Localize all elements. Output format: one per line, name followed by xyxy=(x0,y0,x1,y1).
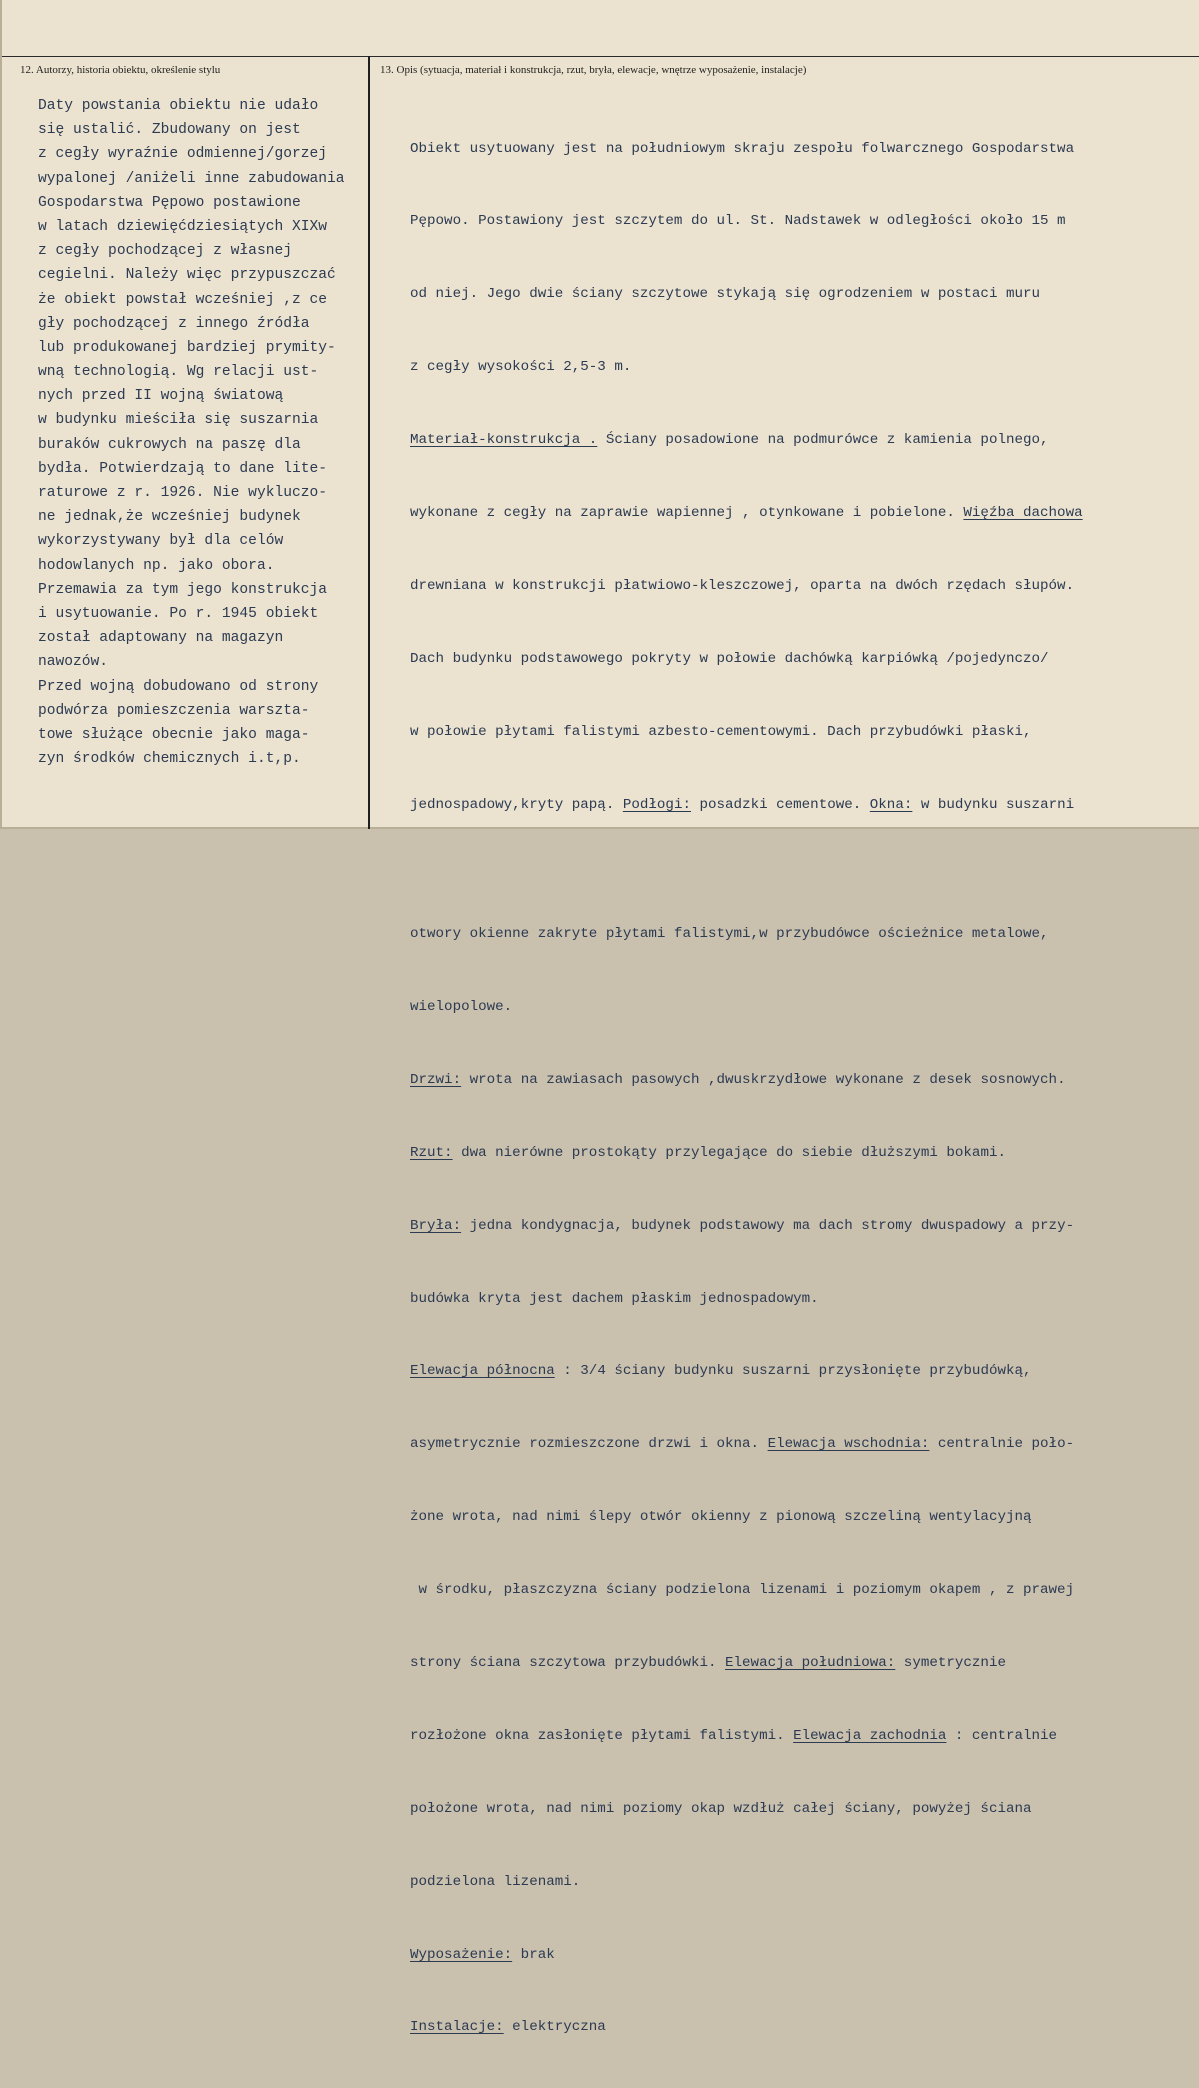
label-massing: Bryła: xyxy=(410,1217,462,1234)
history-line: ne jednak,że wcześniej budynek xyxy=(38,509,301,526)
description-line xyxy=(410,1870,1083,1894)
text-run: rozłożone okna zasłonięte płytami falistymi. xyxy=(410,1727,794,1744)
history-line: gły pochodzącej z innego źródła xyxy=(38,315,310,332)
description-line xyxy=(410,501,1083,525)
history-line: lub produkowanej bardziej prymity- xyxy=(38,339,336,356)
description-line xyxy=(410,1505,1083,1529)
description-line xyxy=(410,647,1083,671)
column-divider xyxy=(368,56,370,829)
description-line xyxy=(410,574,1083,598)
history-line: hodowlanych np. jako obora. xyxy=(38,557,275,574)
label-north-elevation: Elewacja północna xyxy=(410,1363,555,1380)
text-run: Obiekt usytuowany jest na południowym skraju zespołu folwarcznego Gospodarstwa xyxy=(410,140,1075,157)
text-run: wykonane z cegły na zaprawie wapiennej , otynkowane i pobielone. xyxy=(410,505,964,522)
text-run: strony ściana szczytowa przybudówki. xyxy=(410,1655,726,1671)
history-line: Daty powstania obiektu nie udało xyxy=(38,98,319,114)
label-east-elevation: Elewacja wschodnia: xyxy=(767,1436,930,1453)
description-line xyxy=(410,1578,1083,1602)
text-run: Pępowo. Postawiony jest szczytem do ul. St. Nadstawek w odległości około 15 m xyxy=(410,213,1066,230)
text-run: od niej. Jego dwie ściany szczytowe stykają się ogrodzeniem w postaci muru xyxy=(410,286,1041,303)
text-run: z cegły wysokości 2,5-3 m. xyxy=(410,359,632,376)
history-line: w latach dziewięćdziesiątych XIXw xyxy=(38,218,328,235)
label-doors: Drzwi: xyxy=(410,1071,462,1088)
label-plan: Rzut: xyxy=(410,1144,453,1161)
text-run: : centralnie xyxy=(946,1727,1058,1744)
description-line xyxy=(410,355,1083,379)
text-run: Ściany posadowione na podmurówce z kamienia polnego, xyxy=(597,432,1049,449)
history-line: i usytuowanie. Po r. 1945 obiekt xyxy=(38,605,319,622)
text-run: otwory okienne zakryte płytami falistymi,w przybudówce ościeżnice metalowe, xyxy=(410,926,1049,943)
text-run: dwa nierówne prostokąty przylegające do siebie dłuższymi bokami. xyxy=(452,1144,1006,1161)
history-line: że obiekt powstał wcześniej ,z ce xyxy=(38,291,328,308)
description-line xyxy=(410,1068,1083,1092)
label-roof-truss: Więźba dachowa xyxy=(963,505,1083,522)
description-line xyxy=(410,209,1083,233)
description-line xyxy=(410,995,1083,1019)
history-line: się ustalić. Zbudowany on jest xyxy=(38,122,301,139)
history-line: buraków cukrowych na paszę dla xyxy=(38,436,301,453)
history-line: nawozów. xyxy=(38,654,109,671)
description-line xyxy=(410,1943,1083,1967)
text-run: Dach budynku podstawowego pokryty w połowie dachówką karpiówką /pojedynczo/ xyxy=(410,650,1049,667)
text-run: brak xyxy=(512,1946,555,1963)
text-run: budówka kryta jest dachem płaskim jednospadowym. xyxy=(410,1290,819,1307)
label-equipment: Wyposażenie: xyxy=(410,1946,513,1963)
text-run: posadzki cementowe. xyxy=(690,796,870,813)
text-run: symetrycznie xyxy=(895,1655,1006,1671)
top-rule xyxy=(2,56,1199,57)
history-line: Gospodarstwa Pępowo postawione xyxy=(38,194,301,211)
description-line xyxy=(410,922,1083,946)
text-run: wielopolowe. xyxy=(410,998,513,1015)
description-line xyxy=(410,137,1083,161)
description-line xyxy=(410,282,1083,306)
text-run: jedna kondygnacja, budynek podstawowy ma dach stromy dwuspadowy a przy- xyxy=(461,1217,1075,1234)
history-line: podwórza pomieszczenia warszta- xyxy=(38,702,310,719)
text-run: centralnie poło- xyxy=(929,1436,1075,1453)
text-run: żone wrota, nad nimi ślepy otwór okienny z pionową szczeliną wentylacyjną xyxy=(410,1509,1032,1526)
description-line xyxy=(410,1724,1083,1748)
history-line: wną technologią. Wg relacji ust- xyxy=(38,364,319,381)
text-run: położone wrota, nad nimi poziomy okap wzdłuż całej ściany, powyżej ściana xyxy=(410,1800,1032,1817)
description-line xyxy=(410,1359,1083,1383)
label-windows: Okna: xyxy=(869,796,913,813)
text-run: elektryczna xyxy=(503,2019,606,2036)
text-run: jednospadowy,kryty papą. xyxy=(410,796,623,813)
text-run: w środku, płaszczyzna ściany podzielona lizenami i poziomym okapem , z prawej xyxy=(410,1582,1075,1599)
description-line xyxy=(410,1432,1083,1456)
history-line: nych przed II wojną światową xyxy=(38,388,284,405)
history-line: cegielni. Należy więc przypuszczać xyxy=(38,267,336,284)
label-west-elevation: Elewacja zachodnia xyxy=(793,1727,947,1744)
description-line xyxy=(410,2015,1083,2039)
description-line xyxy=(410,1214,1083,1238)
history-line: w budynku mieściła się suszarnia xyxy=(38,412,319,429)
text-run: : 3/4 ściany budynku suszarni przysłonięte przybudówką, xyxy=(554,1363,1032,1380)
description-line xyxy=(410,1141,1083,1165)
history-line: został adaptowany na magazyn xyxy=(38,630,284,647)
text-run: asymetrycznie rozmieszczone drzwi i okna. xyxy=(410,1436,768,1453)
history-line: wykorzystywany był dla celów xyxy=(38,533,284,550)
history-line: Przed wojną dobudowano od strony xyxy=(38,678,319,695)
text-run: wrota na zawiasach pasowych ,dwuskrzydłowe wykonane z desek sosnowych. xyxy=(461,1071,1066,1088)
history-line: z cegły pochodzącej z własnej xyxy=(38,243,292,260)
history-line: towe służące obecnie jako maga- xyxy=(38,726,310,743)
description-line xyxy=(410,793,1083,817)
description-text xyxy=(410,88,1083,2088)
history-line: raturowe z r. 1926. Nie wykluczo- xyxy=(38,485,328,501)
text-run: w połowie płytami falistymi azbesto-cementowymi. Dach przybudówki płaski, xyxy=(410,723,1032,740)
description-line xyxy=(410,1797,1083,1821)
label-installations: Instalacje: xyxy=(410,2019,504,2036)
history-line: z cegły wyraźnie odmiennej/gorzej xyxy=(38,146,328,163)
history-line: bydła. Potwierdzają to dane lite- xyxy=(38,460,328,477)
history-line: Przemawia za tym jego konstrukcja xyxy=(38,581,328,598)
section-12-heading: 12. Autorzy, historia obiektu, określenie stylu xyxy=(20,64,221,76)
description-line xyxy=(410,1287,1083,1311)
description-line xyxy=(410,428,1083,452)
description-line xyxy=(410,720,1083,744)
description-line xyxy=(410,1651,1083,1675)
text-run: drewniana w konstrukcji płatwiowo-kleszczowej, oparta na dwóch rzędach słupów. xyxy=(410,577,1075,594)
section-13-heading: 13. Opis (sytuacja, materiał i konstrukcja, rzut, bryła, elewacje, wnętrze wyposażenie, instalacje) xyxy=(380,64,807,76)
line-gap xyxy=(410,866,1083,874)
label-material-construction: Materiał-konstrukcja . xyxy=(410,432,598,449)
text-run: podzielona lizenami. xyxy=(410,1873,581,1890)
history-text xyxy=(38,94,345,771)
label-south-elevation: Elewacja południowa: xyxy=(725,1655,896,1671)
history-line: wypalonej /aniżeli inne zabudowania xyxy=(38,170,345,187)
history-line: zyn środków chemicznych i.t,p. xyxy=(38,751,301,768)
text-run: w budynku suszarni xyxy=(912,796,1075,813)
label-floors: Podłogi: xyxy=(622,796,691,813)
